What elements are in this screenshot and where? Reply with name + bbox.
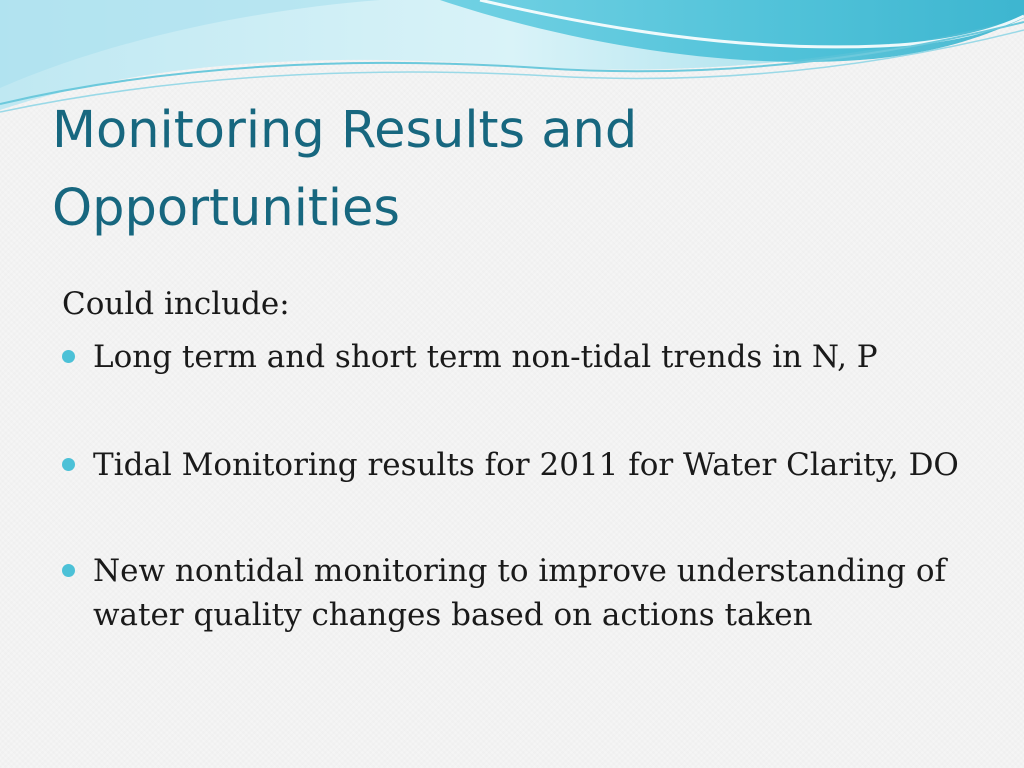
- bullet-text: Tidal Monitoring results for 2011 for Water Clarity, DO: [93, 447, 959, 483]
- bullet-dot-icon: [62, 564, 75, 577]
- bullet-text: Long term and short term non-tidal trends in N, P: [93, 339, 878, 375]
- bullet-text: New nontidal monitoring to improve understanding of water quality changes based on actions taken: [93, 553, 947, 633]
- bullet-dot-icon: [62, 458, 75, 471]
- bullet-item: [62, 335, 982, 379]
- slide-body: [62, 283, 982, 637]
- bullet-item: [62, 443, 982, 487]
- slide-title: [52, 92, 972, 248]
- slide-title-line-2: Opportunities: [52, 179, 400, 238]
- bullet-list: [62, 335, 982, 637]
- bullet-item: [62, 549, 982, 637]
- slide-title-line-1: Monitoring Results and: [52, 101, 638, 160]
- bullet-dot-icon: [62, 350, 75, 363]
- intro-text: Could include:: [62, 286, 290, 322]
